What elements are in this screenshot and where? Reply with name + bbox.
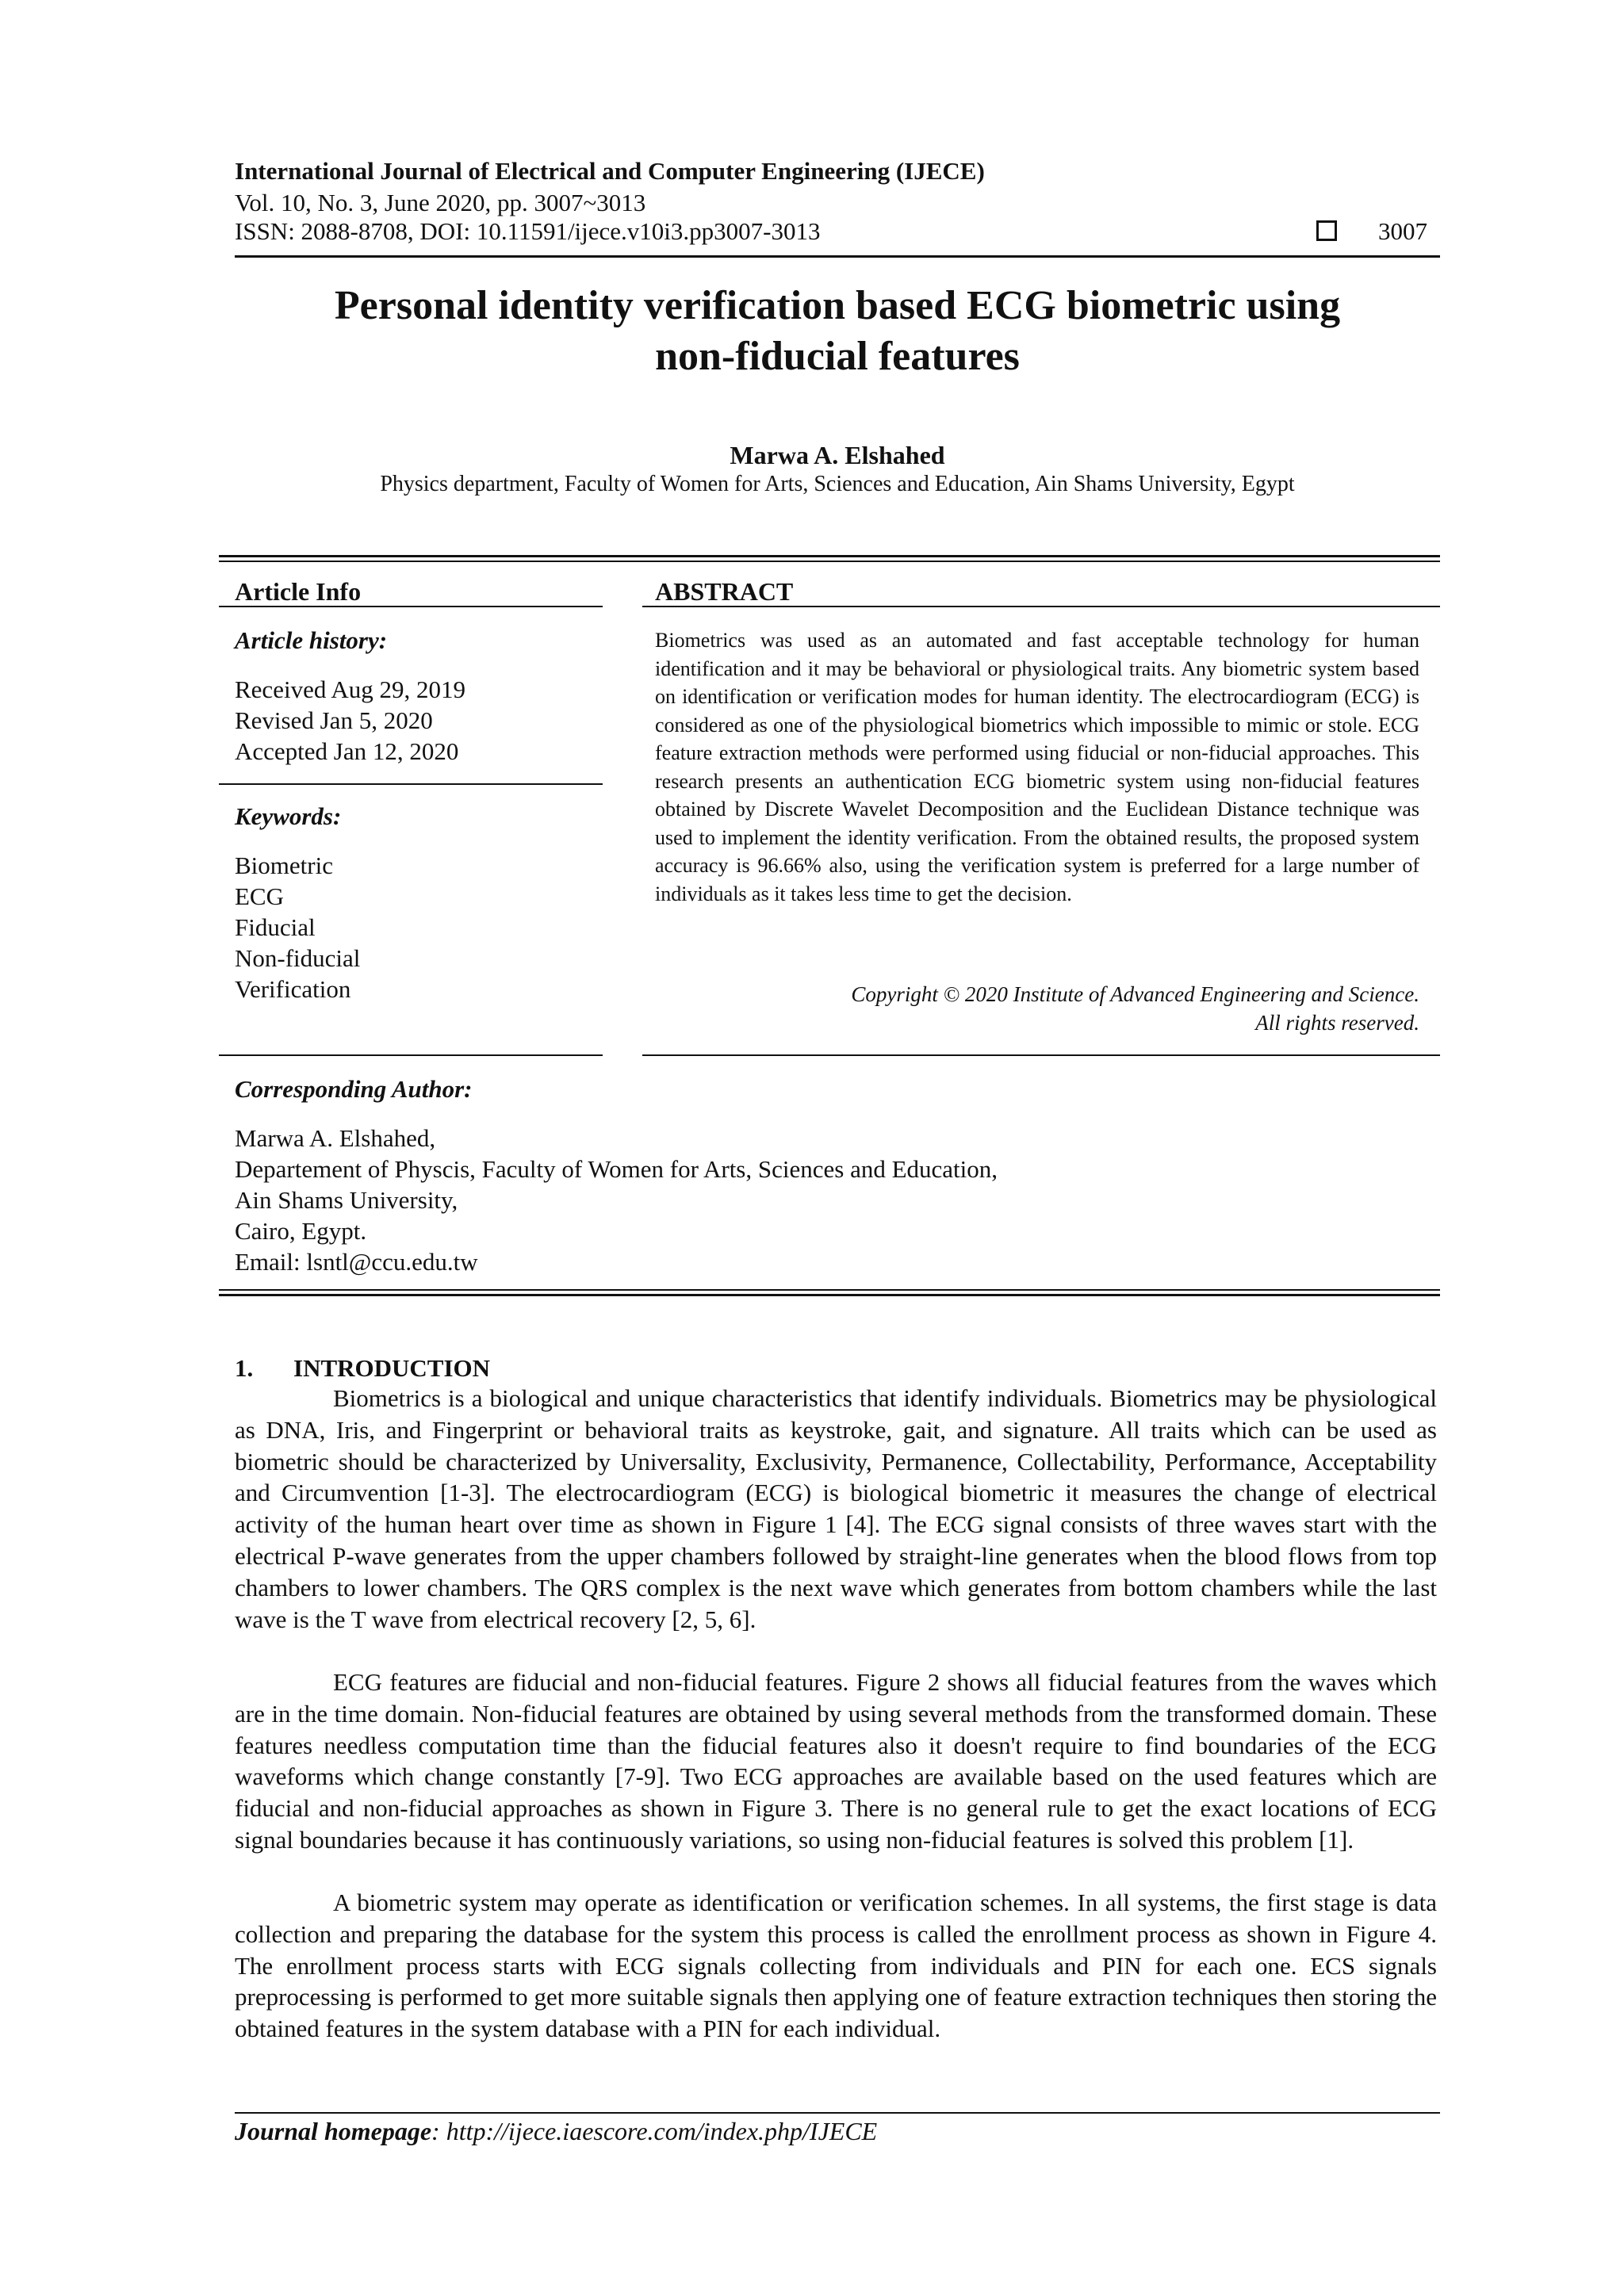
corresponding-line: Departement of Physcis, Faculty of Women for Arts, Sciences and Education,	[235, 1155, 998, 1183]
keyword-item: Fiducial	[235, 913, 316, 941]
corresponding-author-heading: Corresponding Author:	[235, 1075, 473, 1103]
abstract-bottom-rule	[642, 1054, 1440, 1056]
section-heading-introduction	[235, 1353, 490, 1384]
intro-paragraph-3: A biometric system may operate as identification or verification schemes. In all systems, the first stage is data collection and preparing the database for the system this process is called the enrollment process as shown in Figure 4. The enrollment process starts with ECG signals collecting from individuals and PIN for each one. ECS signals preprocessing is performed to get more suitable signals then applying one of feature extraction techniques then storing the obtained features in the system database with a PIN for each individual.	[235, 1888, 1437, 2043]
section-number: 1.	[235, 1354, 254, 1382]
article-info-rule	[219, 606, 603, 607]
history-received: Received Aug 29, 2019	[235, 675, 466, 703]
footer-rule	[235, 2112, 1440, 2114]
infobox-top-rule-thin	[219, 561, 1440, 562]
homepage-url[interactable]: : http://ijece.iaescore.com/index.php/IJECE	[431, 2117, 878, 2145]
infobox-top-rule	[219, 555, 1440, 557]
author-name: Marwa A. Elshahed	[730, 441, 945, 469]
keyword-item: Verification	[235, 975, 351, 1003]
journal-name: International Journal of Electrical and Computer Engineering (IJECE)	[235, 157, 985, 185]
keyword-item: Biometric	[235, 851, 333, 879]
corresponding-line: Ain Shams University,	[235, 1186, 458, 1214]
journal-homepage	[235, 2115, 877, 2147]
abstract-heading: ABSTRACT	[655, 577, 794, 606]
journal-volume: Vol. 10, No. 3, June 2020, pp. 3007~3013	[235, 189, 646, 216]
corresponding-email: Email: lsntl@ccu.edu.tw	[235, 1248, 478, 1276]
square-icon	[1316, 220, 1337, 241]
history-accepted: Accepted Jan 12, 2020	[235, 737, 459, 765]
infobox-bottom-rule	[219, 1294, 1440, 1296]
page-number: 3007	[1378, 217, 1427, 245]
history-revised: Revised Jan 5, 2020	[235, 706, 433, 734]
keywords-heading: Keywords:	[235, 802, 342, 830]
article-info-heading: Article Info	[235, 577, 362, 606]
journal-issn: ISSN: 2088-8708, DOI: 10.11591/ijece.v10i3.pp3007-3013	[235, 217, 821, 245]
corresponding-line: Cairo, Egypt.	[235, 1217, 367, 1245]
copyright-notice	[655, 980, 1419, 1037]
section-title: INTRODUCTION	[293, 1354, 491, 1382]
title-line-1: Personal identity verification based ECG biometric using	[334, 283, 1341, 328]
homepage-label: Journal homepage	[235, 2117, 432, 2145]
article-history-heading: Article history:	[235, 626, 388, 654]
intro-paragraph-1: Biometrics is a biological and unique characteristics that identify individuals. Biometrics may be physiological as DNA, Iris, and Fingerprint or behavioral traits as keystroke, gait, and signature. All traits which can be used as biometric should be characterized by Universality, Exclusivity, Permanence, Collectability, Performance, Acceptability and Circumvention [1-3]. The electrocardiogram (ECG) is biological biometric it measures the change of electrical activity of the human heart over time as shown in Figure 1 [4]. The ECG signal consists of three waves start with the electrical P-wave generates from the upper chambers followed by straight-line generates when the blood flows from top chambers to lower chambers. The QRS complex is the next wave which generates from bottom chambers while the last wave is the T wave from electrical recovery [2, 5, 6].	[235, 1384, 1437, 1633]
intro-paragraph-2: ECG features are fiducial and non-fiducial features. Figure 2 shows all fiducial features from the waves which are in the time domain. Non-fiducial features are obtained by using several methods from the transformed domain. These features needless computation time than the fiducial features also it doesn't require to find boundaries of the ECG waveforms which change constantly [7-9]. Two ECG approaches are available based on the used features which are fiducial and non-fiducial approaches as shown in Figure 3. There is no general rule to get the exact locations of ECG signal boundaries because it has continuously variations, so using non-fiducial features is solved this problem [1].	[235, 1668, 1437, 1854]
copyright-line-1: Copyright © 2020 Institute of Advanced Engineering and Science.	[851, 982, 1419, 1006]
abstract-rule	[642, 606, 1440, 607]
author-affiliation: Physics department, Faculty of Women for Arts, Sciences and Education, Ain Shams University, Egypt	[380, 472, 1295, 496]
header-rule	[235, 255, 1440, 258]
paper-title	[235, 281, 1440, 382]
copyright-line-2: All rights reserved.	[1255, 1011, 1419, 1035]
infobox-bottom-rule-thin	[219, 1289, 1440, 1291]
title-line-2: non-fiducial features	[655, 334, 1020, 379]
keywords-rule	[219, 783, 603, 785]
abstract-text: Biometrics was used as an automated and fast acceptable technology for human identification and it may be behavioral or physiological traits. Any biometric system based on identification or verification modes for human identity. The electrocardiogram (ECG) is considered as one of the physiological biometrics which impossible to mimic or stole. ECG feature extraction methods were performed using fiducial or non-fiducial approaches. This research presents an authentication ECG biometric system using non-fiducial features obtained by Discrete Wavelet Decomposition and the Euclidean Distance technique was used to implement the identity verification. From the obtained results, the proposed system accuracy is 96.66% also, using the verification system is preferred for a large number of individuals as it takes less time to get the decision.	[655, 629, 1419, 905]
keyword-item: Non-fiducial	[235, 944, 361, 972]
article-info-bottom-rule	[219, 1054, 603, 1056]
corresponding-line: Marwa A. Elshahed,	[235, 1124, 436, 1152]
keyword-item: ECG	[235, 882, 284, 910]
